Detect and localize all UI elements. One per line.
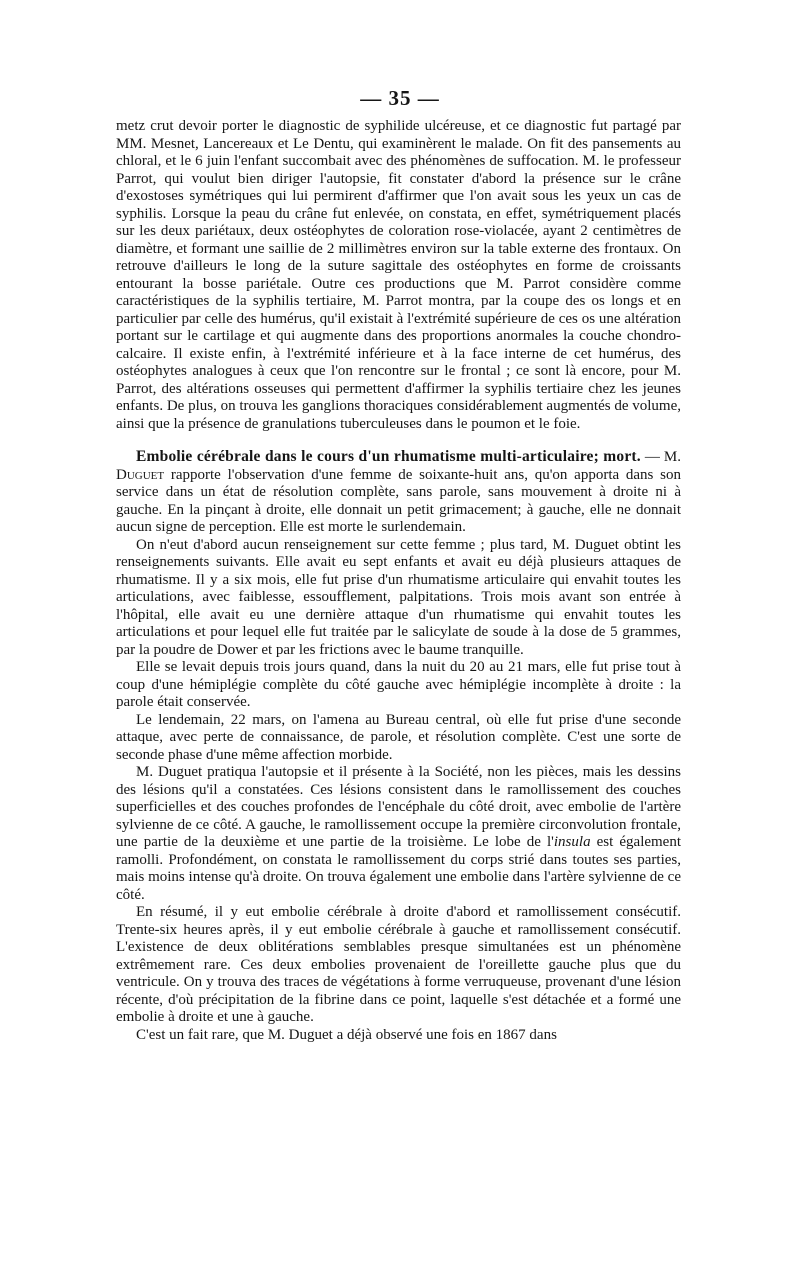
section-heading: Embolie cérébrale dans le cours d'un rhumatisme multi-articulaire; mort. <box>136 448 641 465</box>
paragraph-autopsy-findings <box>116 764 681 904</box>
paragraph-second-attack: Le lendemain, 22 mars, on l'amena au Bureau central, où elle fut prise d'une seconde attaque, avec perte de connaissance, de parole, et résolution complète. C'est une sorte de seconde phase d'une même affection morbide. <box>116 711 681 763</box>
paragraph-embolie-intro <box>116 448 681 537</box>
autopsy-text-b: est également ramolli. Profondément, on constata le ramollissement du corps strié dans toutes ses parties, mais moins intense qu'à droite. On trouva également une embolie dans l'artère sylvienne de ce côté. <box>116 834 682 903</box>
author-name: Duguet <box>116 466 165 483</box>
heading-dash: — M. <box>640 449 681 465</box>
body-text <box>116 118 681 1044</box>
paragraph-hemiplegia: Elle se levait depuis trois jours quand, dans la nuit du 20 au 21 mars, elle fut prise tout à coup d'une hémiplégie complète du côté gauche avec hémiplégie incomplète à droite : la parole était conservée. <box>116 659 681 710</box>
autopsy-text-a: M. Duguet pratiqua l'autopsie et il présente à la Société, non les pièces, mais les dessins des lésions qu'il a constatées. Ces lésions consistent dans le ramollissement des couches superficielles et des couches profondes de l'encéphale du côté droit, avec embolie de l'artère sylvienne de ce côté. A gauche, le ramollissement occupe la première circonvolution frontale, une partie de la deuxième et une partie de la troisième. Le lobe de l' <box>116 764 681 850</box>
paragraph-autopsy-continuation: metz crut devoir porter le diagnostic de syphilide ulcéreuse, et ce diagnostic fut partagé par MM. Mesnet, Lancereaux et Le Dentu, qui examinèrent le malade. On fit des pansements au chloral, et le 6 juin l'enfant succombait avec des phénomènes de suffocation. M. le professeur Parrot, qui voulut bien diriger l'autopsie, fit constater d'abord la présence sur le crâne d'exostoses symétriques qui lui permirent d'affirmer que l'on avait sous les yeux un cas de syphilis. Lorsque la peau du crâne fut enlevée, on constata, en effet, symétriquement placés sur les deux pariétaux, deux ostéophytes de coloration rose-violacée, ayant 2 centimètres de diamètre, et formant une saillie de 2 millimètres environ sur la table externe des frontaux. On retrouve d'ailleurs le long de la suture sagittale des ostéophytes en forme de croissants entourant la bosse pariétale. Outre ces productions que M. Parrot considère comme caractéristiques de la syphilis tertiaire, M. Parrot montra, par la coupe des os longs et en particulier par celle des humérus, qu'il existait à l'extrémité supérieure de ces os une altération portant sur le cartilage et qui augmente dans des proportions anormales la couche chondro-calcaire. Il existe enfin, à l'extrémité inférieure et à la face interne de cet humérus, des ostéophytes analogues à ceux que l'on rencontre sur le frontal ; ce sont là encore, pour M. Parrot, des altérations osseuses qui permettent d'affirmer la syphilis tertiaire chez les jeunes enfants. De plus, on trouva les ganglions thoraciques considérablement augmentés de volume, ainsi que la présence de granulations tuberculeuses dans le poumon et le foie. <box>116 118 681 432</box>
insula-term: insula <box>553 834 591 850</box>
paragraph-embolie-intro-text: rapporte l'observation d'une femme de soixante-huit ans, qu'on apporta dans son service dans un état de résolution complète, sans parole, sans mouvement à droite ni à gauche. En la pinçant à droite, elle donnait un petit grimacement; à gauche, elle ne donnait aucun signe de perception. Elle est morte le surlendemain. <box>116 466 681 535</box>
page-number: — 35 — <box>360 86 440 110</box>
paragraph-summary: En résumé, il y eut embolie cérébrale à droite d'abord et ramollissement consécutif. Trente-six heures après, il y eut embolie cérébrale à gauche et ramollissement consécutif. L'existence de deux oblitérations semblables presque simultanées est un phénomène extrêmement rare. Ces deux embolies provenaient de l'oreillette gauche plus que du ventricule. On y trouva des traces de végétations à forme verruqueuse, provenant d'une lésion récente, d'où précipitation de la fibrine dans ce point, laquelle s'est détachée et a formé une embolie à droite et une à gauche. <box>116 904 681 1025</box>
paragraph-rare-case: C'est un fait rare, que M. Duguet a déjà observé une fois en 1867 dans <box>136 1026 557 1043</box>
paragraph-history: On n'eut d'abord aucun renseignement sur cette femme ; plus tard, M. Duguet obtint les renseignements suivants. Elle avait eu sept enfants et avait eu déjà plusieurs attaques de rhumatisme. Il y a six mois, elle fut prise d'un rhumatisme articulaire qui envahit toutes les articulations, avec faiblesse, essoufflement, palpitations. Trois mois avant son entrée à l'hôpital, elle avait eu une dernière attaque d'un rhumatisme qui envahit toutes les articulations et pour lequel elle fut traitée par le salicylate de soude à la dose de 5 grammes, par la poudre de Dower et par les frictions avec le baume tranquille. <box>116 536 681 658</box>
